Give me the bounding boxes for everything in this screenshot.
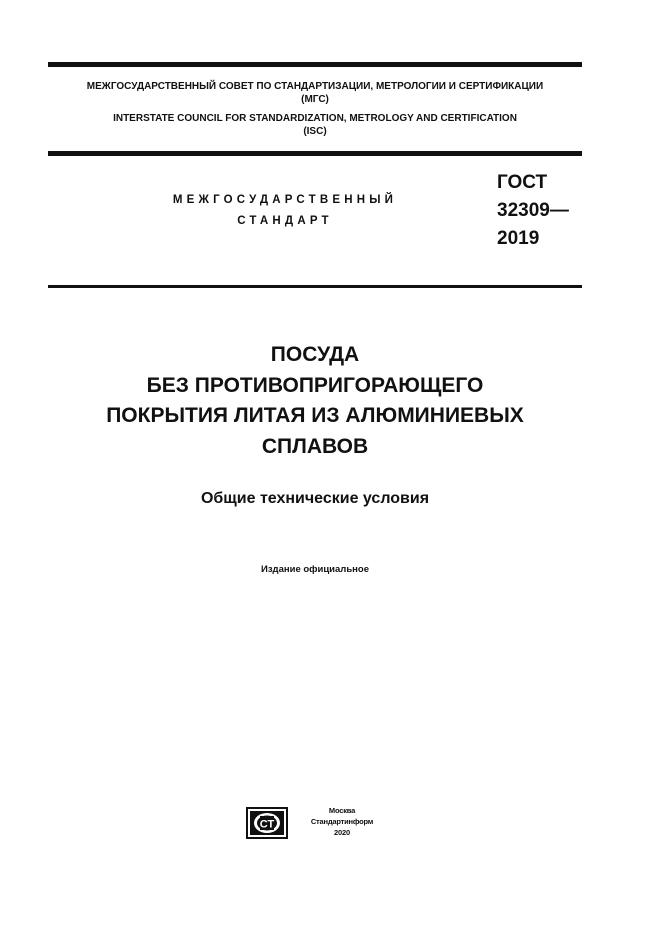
gost-year: 2019 xyxy=(497,228,540,249)
publisher-name: Стандартинформ xyxy=(310,817,374,826)
standard-type-line2: СТАНДАРТ xyxy=(237,215,333,227)
title-line2: БЕЗ ПРОТИВОПРИГОРАЮЩЕГО xyxy=(146,373,484,397)
title-line3: ПОКРЫТИЯ ЛИТАЯ ИЗ АЛЮМИНИЕВЫХ xyxy=(106,404,524,427)
gost-number: 32309— xyxy=(497,200,569,221)
standartinform-logo-icon xyxy=(246,807,288,839)
standard-type xyxy=(120,190,450,232)
publisher-text xyxy=(292,805,392,838)
top-rule xyxy=(48,62,582,67)
document-subtitle: Общие технические условия xyxy=(200,490,430,507)
logo-text: СТ xyxy=(259,818,275,831)
title-line1: ПОСУДА xyxy=(270,343,360,366)
publisher-year: 2020 xyxy=(334,828,350,837)
council-abbr-ru: (МГС) xyxy=(301,94,329,105)
publisher-city: Москва xyxy=(328,806,356,815)
title-line4: СПЛАВОВ xyxy=(261,434,369,458)
council-header xyxy=(48,80,582,138)
publisher-block xyxy=(246,805,396,841)
gost-prefix: ГОСТ xyxy=(497,172,548,193)
council-name-ru: МЕЖГОСУДАРСТВЕННЫЙ СОВЕТ ПО СТАНДАРТИЗАЦИИ, МЕТРОЛОГИИ И СЕРТИФИКАЦИИ xyxy=(86,81,544,92)
council-name-en: INTERSTATE COUNCIL FOR STANDARDIZATION, METROLOGY AND CERTIFICATION xyxy=(113,113,517,124)
council-abbr-en: (ISC) xyxy=(303,126,327,137)
header-rule xyxy=(48,151,582,156)
standard-type-line1: МЕЖГОСУДАРСТВЕННЫЙ xyxy=(172,194,398,206)
edition-note: Издание официальное xyxy=(261,564,369,575)
document-title xyxy=(48,340,582,462)
designation-rule xyxy=(48,285,582,288)
gost-designation xyxy=(497,169,569,253)
